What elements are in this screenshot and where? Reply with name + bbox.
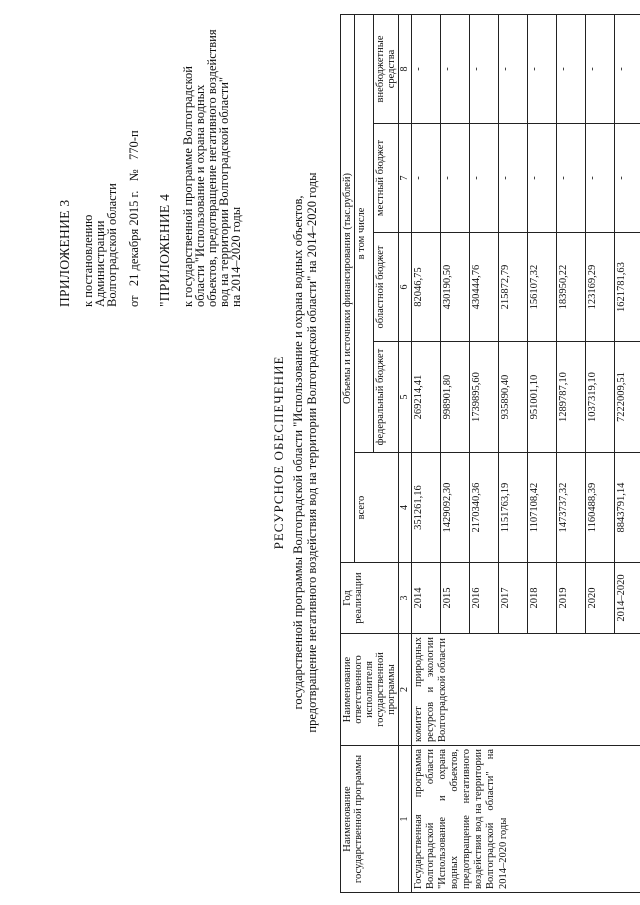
column-number-row	[399, 14, 412, 892]
federal-cell: 1037319,10	[586, 342, 615, 453]
header-regional: областной бюджет	[374, 233, 399, 342]
number-sign: №	[127, 169, 141, 182]
executor-cell: комитет природных ресурсов и экологии Волгоградской области	[412, 634, 640, 746]
header-executor: Наименование ответственного исполнителя государственной программы	[341, 634, 399, 746]
program-ref-line-4: вод на территории Волгоградской области"	[217, 76, 231, 307]
year-cell: 2016	[470, 563, 499, 634]
column-number: 3	[399, 563, 412, 634]
federal-cell: 998901,80	[441, 342, 470, 453]
appendix4-title: "ПРИЛОЖЕНИЕ 4	[157, 193, 172, 307]
total-cell: 1151763,19	[499, 453, 528, 563]
column-number: 4	[399, 453, 412, 563]
column-number: 1	[399, 746, 412, 893]
local-cell: -	[586, 124, 615, 233]
header-year: Год реализации	[341, 563, 399, 634]
decree-date-line	[128, 130, 141, 307]
total-cell: 1473737,32	[557, 453, 586, 563]
total-cell: 1429092,30	[441, 453, 470, 563]
regional-cell: 123169,29	[586, 233, 615, 342]
local-cell: -	[557, 124, 586, 233]
total-cell: 351261,16	[412, 453, 441, 563]
year-cell: 2018	[528, 563, 557, 634]
local-cell: -	[412, 124, 441, 233]
extra-cell: -	[615, 14, 640, 123]
table-row	[412, 14, 441, 892]
date-prefix: от	[127, 295, 141, 307]
local-cell: -	[441, 124, 470, 233]
document-title: РЕСУРСНОЕ ОБЕСПЕЧЕНИЕ	[271, 355, 286, 550]
program-ref-line-5: на 2014–2020 годы	[229, 206, 243, 307]
header-local: местный бюджет	[374, 124, 399, 233]
regional-cell: 430190,50	[441, 233, 470, 342]
decree-number: 770-п	[127, 130, 141, 160]
regional-cell: 82046,75	[412, 233, 441, 342]
local-cell: -	[615, 124, 640, 233]
to-decree-text: к постановлению	[81, 214, 95, 307]
total-cell: 8843791,14	[615, 453, 640, 563]
federal-cell: 1289787,10	[557, 342, 586, 453]
administration-text: Администрации	[93, 220, 107, 307]
federal-cell: 1739895,60	[470, 342, 499, 453]
program-name-cell: Государственная программа Волгоградской области "Использование и охрана водных объектов, предотвращение негативного воздействия вод на территории Волгоградской области" на 2014–2020 годы	[412, 746, 640, 893]
extra-cell: -	[557, 14, 586, 123]
year-cell: 2015	[441, 563, 470, 634]
extra-cell: -	[528, 14, 557, 123]
column-number: 6	[399, 233, 412, 342]
year-cell: 2017	[499, 563, 528, 634]
program-ref-line-1: к государственной программе Волгоградской	[181, 66, 195, 307]
local-cell: -	[499, 124, 528, 233]
year-cell: 2014	[412, 563, 441, 634]
resource-table	[340, 14, 640, 893]
header-federal: федеральный бюджет	[374, 342, 399, 453]
total-cell: 1160488,39	[586, 453, 615, 563]
document-subtitle-line-2: предотвращение негативного воздействия вод на территории Волгоградской области" на 2014–2020 годы	[305, 172, 319, 733]
local-cell: -	[470, 124, 499, 233]
region-text: Волгоградской области	[105, 183, 119, 307]
appendix3-title: ПРИЛОЖЕНИЕ 3	[57, 199, 72, 307]
local-cell: -	[528, 124, 557, 233]
year-cell: 2019	[557, 563, 586, 634]
regional-cell: 156107,32	[528, 233, 557, 342]
year-cell: 2020	[586, 563, 615, 634]
header-volumes: Объемы и источники финансирования (тыс.рублей)	[341, 14, 355, 562]
regional-cell: 430444,76	[470, 233, 499, 342]
program-ref-line-3: объектов, предотвращение негативного воздействия	[205, 29, 219, 307]
extra-cell: -	[412, 14, 441, 123]
column-number: 2	[399, 634, 412, 746]
header-total: всего	[355, 453, 399, 563]
column-number: 5	[399, 342, 412, 453]
federal-cell: 7222009,51	[615, 342, 640, 453]
header-including: в том числе	[355, 14, 374, 452]
regional-cell: 215872,79	[499, 233, 528, 342]
document-subtitle-line-1: государственной программы Волгоградской области "Использование и охрана водных объектов,	[291, 195, 305, 710]
federal-cell: 269214,41	[412, 342, 441, 453]
total-cell: 1107108,42	[528, 453, 557, 563]
federal-cell: 951001,10	[528, 342, 557, 453]
federal-cell: 935890,40	[499, 342, 528, 453]
header-program-name: Наименование государственной программы	[341, 746, 399, 893]
year-cell: 2014–2020	[615, 563, 640, 634]
decree-date: 21 декабря 2015 г.	[127, 190, 141, 287]
regional-cell: 183950,22	[557, 233, 586, 342]
header-extra: внебюджетные средства	[374, 14, 399, 123]
column-number: 8	[399, 14, 412, 123]
total-cell: 2170340,36	[470, 453, 499, 563]
column-number: 7	[399, 124, 412, 233]
extra-cell: -	[441, 14, 470, 123]
program-ref-line-2: области "Использование и охрана водных	[193, 84, 207, 307]
extra-cell: -	[586, 14, 615, 123]
extra-cell: -	[470, 14, 499, 123]
regional-cell: 1621781,63	[615, 233, 640, 342]
extra-cell: -	[499, 14, 528, 123]
